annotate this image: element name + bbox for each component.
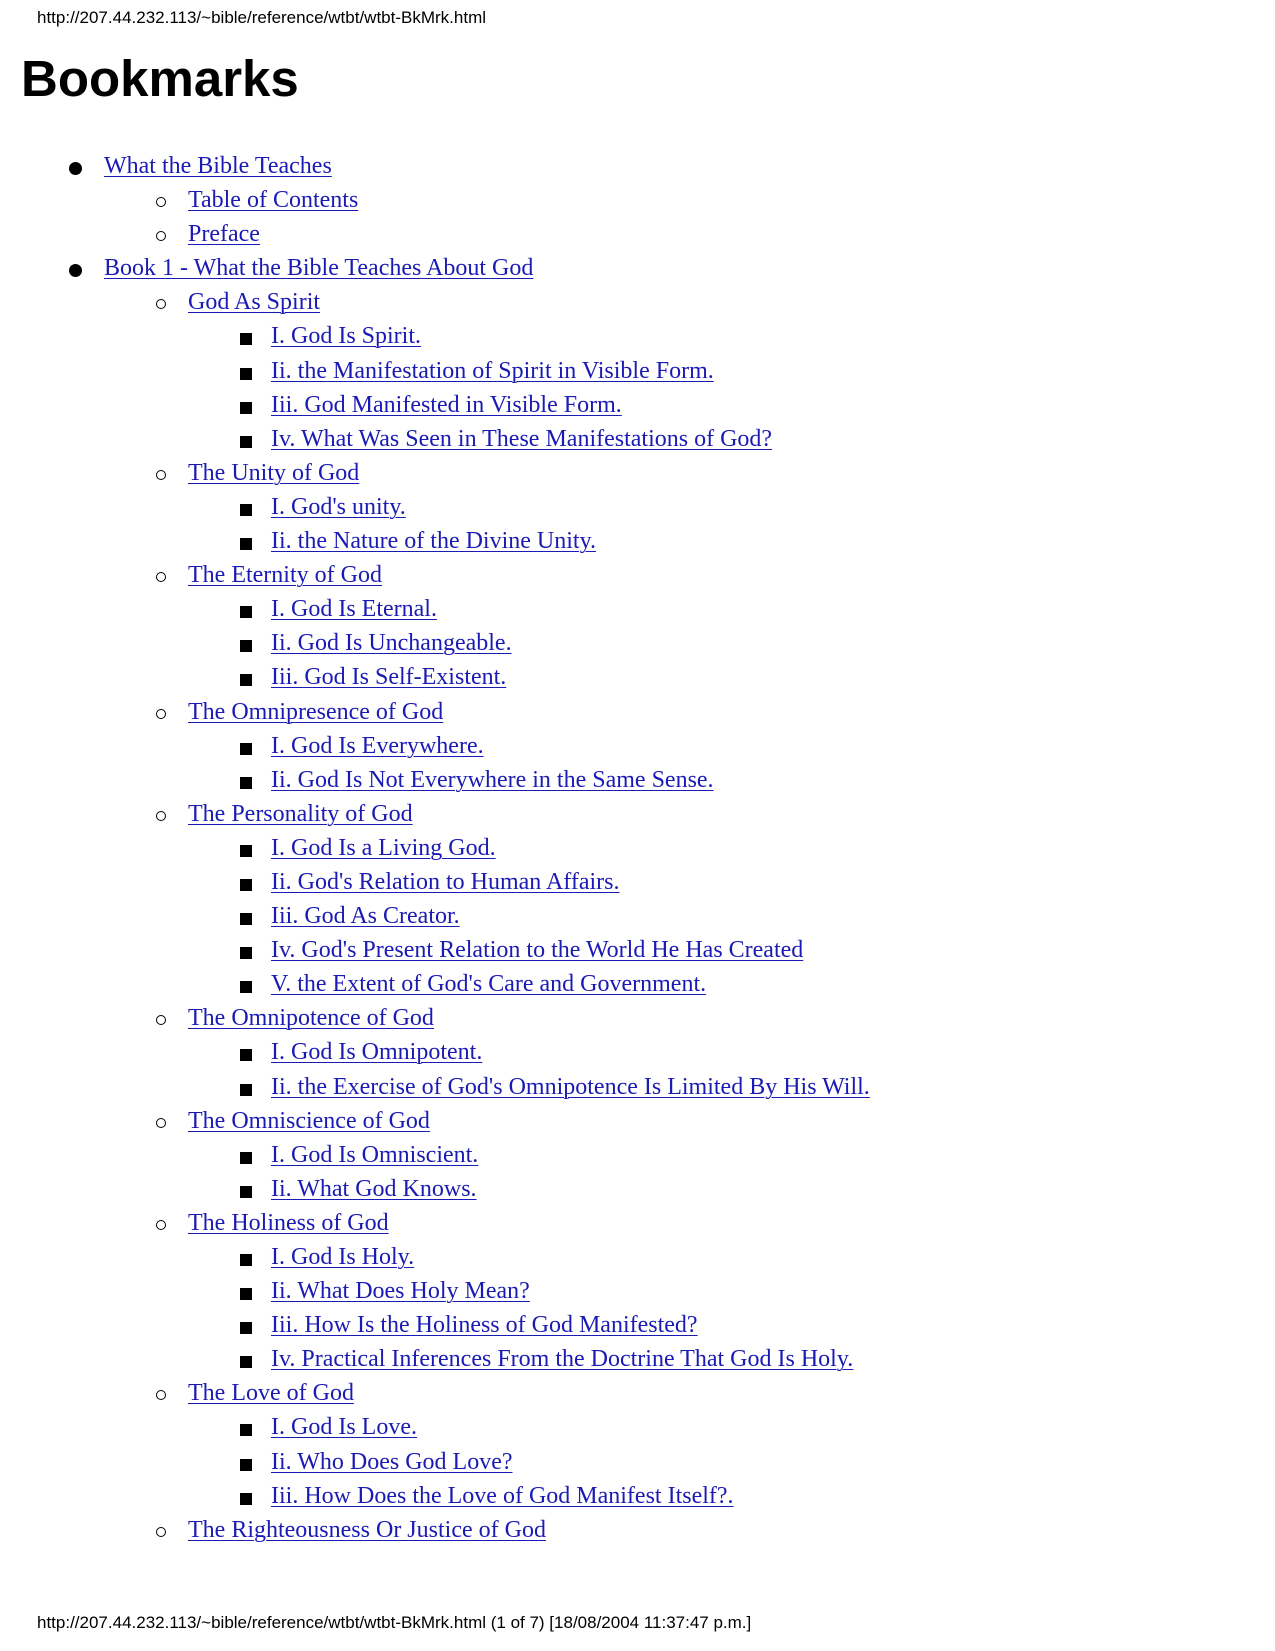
bookmark-link[interactable]: The Personality of God	[188, 800, 413, 827]
filled-square-bullet-icon	[240, 1424, 252, 1436]
filled-square-bullet-icon	[240, 368, 252, 380]
filled-square-bullet-icon	[240, 1152, 252, 1164]
hollow-circle-bullet-icon	[156, 1527, 166, 1537]
filled-circle-bullet-icon	[69, 264, 82, 277]
filled-square-bullet-icon	[240, 1493, 252, 1505]
bookmark-link[interactable]: Preface	[188, 221, 260, 248]
bookmark-link[interactable]: Ii. Who Does God Love?	[271, 1448, 513, 1475]
bookmark-link[interactable]: Ii. God's Relation to Human Affairs.	[271, 868, 620, 895]
filled-square-bullet-icon	[240, 538, 252, 550]
bookmark-link[interactable]: I. God Is Eternal.	[271, 596, 437, 623]
bookmark-link[interactable]: Ii. What Does Holy Mean?	[271, 1278, 530, 1305]
bookmark-link[interactable]: Iii. God Manifested in Visible Form.	[271, 391, 622, 418]
filled-square-bullet-icon	[240, 1084, 252, 1096]
filled-square-bullet-icon	[240, 674, 252, 686]
filled-square-bullet-icon	[240, 1049, 252, 1061]
hollow-circle-bullet-icon	[156, 1220, 166, 1230]
filled-square-bullet-icon	[240, 1459, 252, 1471]
filled-square-bullet-icon	[240, 333, 252, 345]
filled-square-bullet-icon	[240, 606, 252, 618]
filled-square-bullet-icon	[240, 913, 252, 925]
bookmark-link[interactable]: Ii. God Is Unchangeable.	[271, 630, 512, 657]
hollow-circle-bullet-icon	[156, 470, 166, 480]
bookmark-link[interactable]: The Love of God	[188, 1380, 354, 1407]
print-footer: http://207.44.232.113/~bible/reference/wtbt/wtbt-BkMrk.html (1 of 7) [18/08/2004 11:37:47 p.m.]	[37, 1613, 752, 1632]
filled-square-bullet-icon	[240, 1254, 252, 1266]
bookmark-link[interactable]: I. God Is Love.	[271, 1414, 417, 1441]
bookmark-link[interactable]: Iv. What Was Seen in These Manifestations of God?	[271, 425, 773, 452]
bookmark-link[interactable]: Table of Contents	[188, 187, 359, 214]
print-header-url: http://207.44.232.113/~bible/reference/wtbt/wtbt-BkMrk.html	[37, 8, 487, 27]
bookmark-link[interactable]: Ii. the Nature of the Divine Unity.	[271, 528, 597, 555]
bookmark-link[interactable]: What the Bible Teaches	[104, 153, 332, 179]
filled-square-bullet-icon	[240, 947, 252, 959]
filled-square-bullet-icon	[240, 504, 252, 516]
bookmark-link[interactable]: The Eternity of God	[188, 562, 382, 589]
filled-square-bullet-icon	[240, 1356, 252, 1368]
filled-circle-bullet-icon	[69, 162, 82, 175]
bookmark-link[interactable]: I. God Is Omnipotent.	[271, 1039, 483, 1066]
filled-square-bullet-icon	[240, 640, 252, 652]
hollow-circle-bullet-icon	[156, 1118, 166, 1128]
filled-square-bullet-icon	[240, 1186, 252, 1198]
filled-square-bullet-icon	[240, 879, 252, 891]
filled-square-bullet-icon	[240, 436, 252, 448]
bookmark-link[interactable]: The Omnipotence of God	[188, 1005, 434, 1032]
bookmark-link[interactable]: Ii. God Is Not Everywhere in the Same Sense.	[271, 766, 714, 793]
hollow-circle-bullet-icon	[156, 572, 166, 582]
bookmark-link[interactable]: The Unity of God	[188, 459, 360, 486]
bookmark-link[interactable]: Iii. How Does the Love of God Manifest Itself?.	[271, 1482, 734, 1509]
bookmark-link[interactable]: Iv. God's Present Relation to the World He Has Created	[271, 937, 804, 964]
bookmark-link[interactable]: I. God Is Everywhere.	[271, 732, 484, 759]
filled-square-bullet-icon	[240, 777, 252, 789]
bookmark-link[interactable]: I. God Is Spirit.	[271, 323, 421, 350]
bookmark-link[interactable]: I. God Is a Living God.	[271, 834, 496, 861]
hollow-circle-bullet-icon	[156, 1390, 166, 1400]
hollow-circle-bullet-icon	[156, 231, 166, 241]
bookmark-link[interactable]: I. God Is Holy.	[271, 1244, 415, 1270]
bookmark-link[interactable]: The Righteousness Or Justice of God	[188, 1516, 546, 1543]
bookmark-link[interactable]: Ii. What God Knows.	[271, 1175, 477, 1202]
filled-square-bullet-icon	[240, 981, 252, 993]
filled-square-bullet-icon	[240, 1322, 252, 1334]
bookmark-link[interactable]: Iii. God Is Self-Existent.	[271, 664, 507, 691]
bookmark-link[interactable]: God As Spirit	[188, 289, 321, 316]
bookmark-link[interactable]: The Holiness of God	[188, 1209, 389, 1236]
hollow-circle-bullet-icon	[156, 1015, 166, 1025]
bookmark-link[interactable]: Iii. God As Creator.	[271, 903, 460, 930]
bookmark-link[interactable]: I. God Is Omniscient.	[271, 1141, 479, 1168]
page-title: Bookmarks	[21, 50, 299, 107]
hollow-circle-bullet-icon	[156, 709, 166, 719]
bookmark-link[interactable]: Iii. How Is the Holiness of God Manifested?	[271, 1312, 698, 1339]
bookmark-link[interactable]: Ii. the Manifestation of Spirit in Visible Form.	[271, 357, 714, 384]
bookmark-link[interactable]: V. the Extent of God's Care and Government.	[271, 971, 707, 998]
filled-square-bullet-icon	[240, 1288, 252, 1300]
bookmark-link[interactable]: Iv. Practical Inferences From the Doctrine That God Is Holy.	[271, 1346, 854, 1373]
bookmark-link[interactable]: The Omnipresence of God	[188, 698, 444, 725]
filled-square-bullet-icon	[240, 402, 252, 414]
filled-square-bullet-icon	[240, 743, 252, 755]
filled-square-bullet-icon	[240, 845, 252, 857]
hollow-circle-bullet-icon	[156, 299, 166, 309]
bookmark-link[interactable]: Book 1 - What the Bible Teaches About God	[104, 255, 534, 282]
bookmark-link[interactable]: I. God's unity.	[271, 493, 406, 520]
hollow-circle-bullet-icon	[156, 811, 166, 821]
hollow-circle-bullet-icon	[156, 197, 166, 207]
bookmark-link[interactable]: Ii. the Exercise of God's Omnipotence Is Limited By His Will.	[271, 1073, 870, 1100]
bookmark-link[interactable]: The Omniscience of God	[188, 1107, 430, 1134]
